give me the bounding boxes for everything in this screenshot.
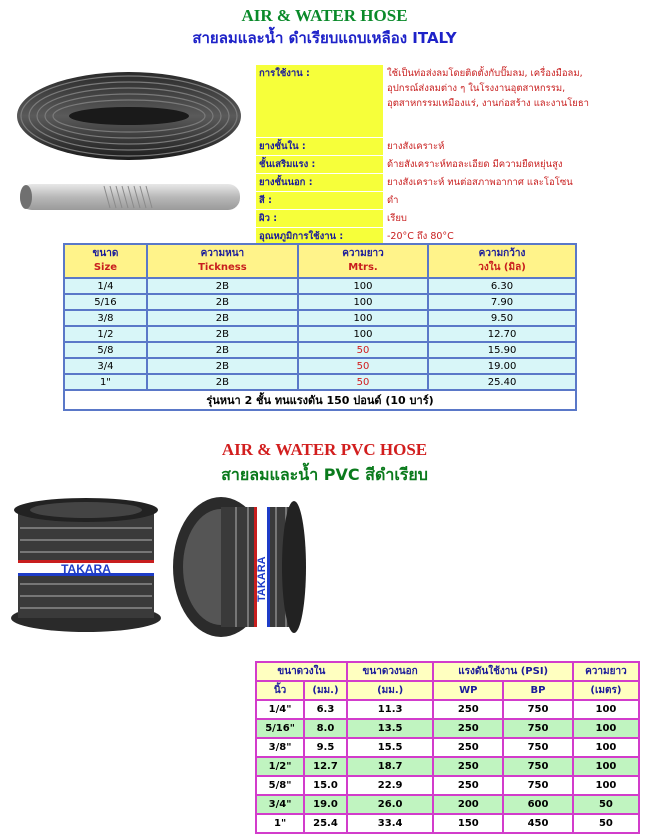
col-mm-inner: (มม.) [304,681,347,700]
section2-title-en: AIR & WATER PVC HOSE [221,440,428,459]
col-mm-outer: (มม.) [347,681,434,700]
cell-bp: 450 [503,814,573,833]
cell-inner-mm: 8.0 [304,719,347,738]
cell-length: 50 [573,795,639,814]
cell-length: 100 [298,294,428,310]
cell-length: 50 [573,814,639,833]
cell-outer-mm: 11.3 [347,700,434,719]
cell-thickness: 2B [147,278,298,294]
cell-bp: 750 [503,700,573,719]
table-row [64,358,576,374]
cell-inch: 5/8" [256,776,304,795]
cell-length: 100 [298,278,428,294]
cell-inch: 1/2" [256,757,304,776]
col-inner-diameter: ขนาดวงใน [256,662,347,681]
cell-length: 100 [573,776,639,795]
cell-bp: 600 [503,795,573,814]
cell-length: 100 [573,757,639,776]
cell-inch: 3/8" [256,738,304,757]
cell-width: 25.40 [428,374,576,390]
table-row [256,719,639,738]
spec-label-outer: ยางชั้นนอก : [256,174,384,192]
col-meter: (เมตร) [573,681,639,700]
cell-inch: 1" [256,814,304,833]
table-row [64,374,576,390]
cell-length: 100 [573,719,639,738]
spec-label-color: สี : [256,192,384,210]
cell-wp: 250 [433,719,503,738]
spec-value-reinforce: ด้ายสังเคราะห์ทอละเอียด มีความยืดหยุ่นสูง [384,156,640,174]
cell-size: 5/16 [64,294,147,310]
cell-wp: 250 [433,700,503,719]
cell-wp: 250 [433,776,503,795]
cell-inch: 5/16" [256,719,304,738]
cell-bp: 750 [503,757,573,776]
table-row [64,294,576,310]
pvc-reel-image-side [166,492,308,642]
cell-thickness: 2B [147,326,298,342]
spec-value-inner: ยางสังเคราะห์ [384,138,640,156]
table-row [256,776,639,795]
cell-inner-mm: 12.7 [304,757,347,776]
cell-length: 100 [298,310,428,326]
cell-width: 12.70 [428,326,576,342]
cell-length: 50 [298,374,428,390]
cell-outer-mm: 13.5 [347,719,434,738]
cell-inner-mm: 15.0 [304,776,347,795]
spec-value-usage [384,65,640,138]
col-bp: BP [503,681,573,700]
cell-length: 50 [298,358,428,374]
cell-wp: 250 [433,757,503,776]
cell-inner-mm: 9.5 [304,738,347,757]
cell-thickness: 2B [147,294,298,310]
cell-size: 1/4 [64,278,147,294]
cell-width: 7.90 [428,294,576,310]
reel-brand-side: TAKARA [256,556,268,602]
cell-inner-mm: 6.3 [304,700,347,719]
cell-outer-mm: 33.4 [347,814,434,833]
cell-width: 6.30 [428,278,576,294]
table-row [256,700,639,719]
table-row [256,795,639,814]
cell-outer-mm: 15.5 [347,738,434,757]
cell-width: 15.90 [428,342,576,358]
cell-wp: 150 [433,814,503,833]
spec-label-temperature: อุณหภูมิการใช้งาน : [256,228,384,246]
cell-outer-mm: 26.0 [347,795,434,814]
cell-inner-mm: 25.4 [304,814,347,833]
col-pressure: แรงดันใช้งาน (PSI) [433,662,572,681]
spec-label-inner: ยางชั้นใน : [256,138,384,156]
cell-size: 1/2 [64,326,147,342]
table-row [64,342,576,358]
hose-coil-image [14,66,252,216]
cell-outer-mm: 18.7 [347,757,434,776]
spec-value-outer: ยางสังเคราะห์ ทนต่อสภาพอากาศ และโอโซน [384,174,640,192]
table-row [256,757,639,776]
cell-length: 100 [573,738,639,757]
cell-bp: 750 [503,776,573,795]
cell-size: 3/4 [64,358,147,374]
cell-length: 100 [298,326,428,342]
spec-label-reinforce: ชั้นเสริมแรง : [256,156,384,174]
hose-table-footer: รุ่นหนา 2 ชั้น ทนแรงดัน 150 ปอนด์ (10 บาร์) [64,390,576,410]
spec-usage-line-1: ใช้เป็นท่อส่งลมโดยติดตั้งกับปั๊มลม, เครื่องมือลม, [387,68,583,79]
cell-thickness: 2B [147,358,298,374]
cell-bp: 750 [503,738,573,757]
spec-value-surface: เรียบ [384,210,640,228]
col-length: ความยาว [573,662,639,681]
table-row [64,278,576,294]
col-wp: WP [433,681,503,700]
col-inch: นิ้ว [256,681,304,700]
cell-inner-mm: 19.0 [304,795,347,814]
cell-thickness: 2B [147,374,298,390]
pvc-size-table [255,661,640,834]
spec-value-color: ดำ [384,192,640,210]
cell-outer-mm: 22.9 [347,776,434,795]
cell-bp: 750 [503,719,573,738]
section1-title-en: AIR & WATER HOSE [241,6,408,25]
hose-size-table [63,243,577,411]
cell-width: 9.50 [428,310,576,326]
spec-label-usage: การใช้งาน : [256,65,384,138]
table-row [256,738,639,757]
cell-length: 50 [298,342,428,358]
reel-brand-front: TAKARA [61,562,111,576]
col-outer-diameter: ขนาดวงนอก [347,662,434,681]
cell-thickness: 2B [147,342,298,358]
table-row [256,814,639,833]
cell-length: 100 [573,700,639,719]
table-row [64,310,576,326]
cell-inch: 3/4" [256,795,304,814]
spec-label-surface: ผิว : [256,210,384,228]
cell-size: 3/8 [64,310,147,326]
pvc-reel-image-front [6,488,166,638]
cell-wp: 200 [433,795,503,814]
cell-size: 5/8 [64,342,147,358]
table-row [64,326,576,342]
section2-title-th: สายลมและน้ำ PVC สีดำเรียบ [221,465,428,484]
cell-inch: 1/4" [256,700,304,719]
section1-title-th: สายลมและน้ำ ดำเรียบแถบเหลือง ITALY [192,29,457,47]
col-thickness: ความหนา Tickness [147,244,298,278]
col-width: ความกว้าง วงใน (มิล) [428,244,576,278]
spec-usage-line-2: อุปกรณ์ส่งลมต่าง ๆ ในโรงงานอุตสาหกรรม, [387,83,566,94]
cell-size: 1" [64,374,147,390]
col-size: ขนาด Size [64,244,147,278]
cell-width: 19.00 [428,358,576,374]
spec-usage-line-3: อุตสาหกรรมเหมืองแร่, งานก่อสร้าง และงานโยธา [387,98,590,109]
cell-wp: 250 [433,738,503,757]
cell-thickness: 2B [147,310,298,326]
spec-table [255,64,640,246]
col-length: ความยาว Mtrs. [298,244,428,278]
spec-value-temperature: -20°C ถึง 80°C [384,228,640,246]
